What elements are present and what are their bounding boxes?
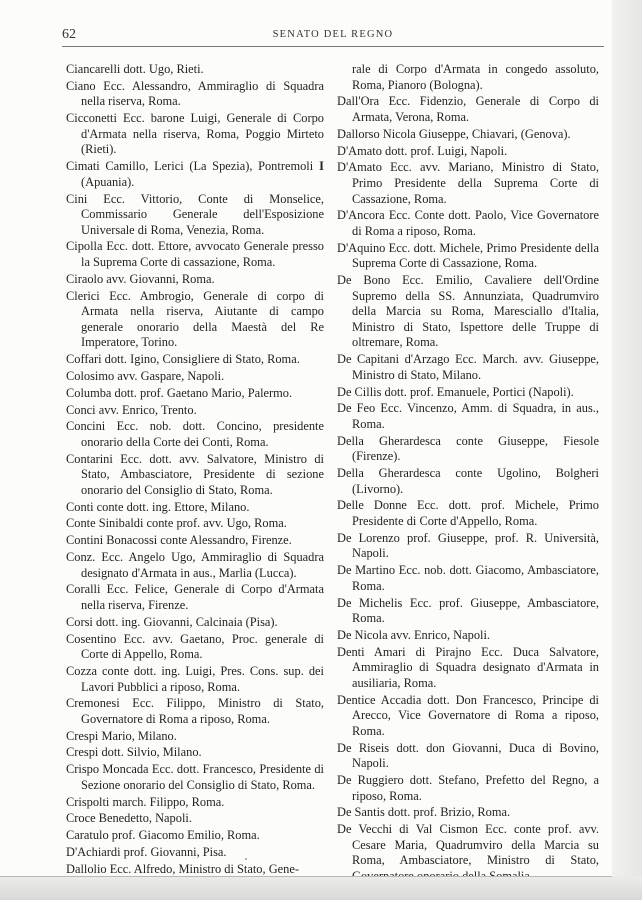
entry-text: Crespi dott. Silvio, Milano. <box>66 745 202 760</box>
index-entry <box>337 596 599 627</box>
index-entry <box>337 144 599 160</box>
entry-text: D'Ancora Ecc. Conte dott. Paolo, Vice Governatore di Roma a riposo, Roma. <box>337 208 599 238</box>
index-entry <box>337 241 599 272</box>
index-entry <box>337 563 599 594</box>
entry-text: De Michelis Ecc. prof. Giuseppe, Ambasciatore, Roma. <box>337 595 599 626</box>
entry-text: Cosentino Ecc. avv. Gaetano, Proc. generale di Corte di Appello, Roma. <box>66 631 324 662</box>
index-entry <box>337 401 599 432</box>
entry-text: De Capitani d'Arzago Ecc. March. avv. Giuseppe, Ministro di Stato, Milano. <box>337 352 599 382</box>
index-entry <box>66 62 324 78</box>
scan-bottom-shadow <box>0 876 642 900</box>
index-entry <box>66 762 324 793</box>
entry-text: Dentice Accadia dott. Don Francesco, Principe di Arecco, Vice Governatore di Roma a riposo, Roma. <box>337 692 599 738</box>
index-entry <box>66 452 324 499</box>
entry-text: Denti Amari di Pirajno Ecc. Duca Salvatore, Ammiraglio di Squadra designato d'Armata in ausiliaria, Roma. <box>337 644 599 690</box>
entry-text: De Feo Ecc. Vincenzo, Amm. di Squadra, in aus., Roma. <box>337 401 599 431</box>
entry-text: De Bono Ecc. Emilio, Cavaliere dell'Ordine Supremo della SS. Annunziata, Quadrumviro della Marcia su Roma, Maresciallo d'Italia, Ministro di Stato, Ispettore delle Truppe di oltremare, Roma. <box>337 273 599 350</box>
entry-text: Columba dott. prof. Gaetano Mario, Palermo. <box>66 385 293 400</box>
entry-text: De Ruggiero dott. Stefano, Prefetto del Regno, a riposo, Roma. <box>337 773 599 803</box>
entry-text: Clerici Ecc. Ambrogio, Generale di corpo di Armata nella riserva, Aiutante di campo generale onorario della Maestà del Re Imperatore, Torino. <box>66 288 324 350</box>
index-entry <box>337 628 599 644</box>
entry-text: Cozza conte dott. ing. Luigi, Pres. Cons. sup. dei Lavori Pubblici a riposo, Roma. <box>66 663 324 694</box>
index-entry <box>66 500 324 516</box>
entry-text: D'Amato dott. prof. Luigi, Napoli. <box>337 143 508 158</box>
entry-text: Ciraolo avv. Giovanni, Roma. <box>66 271 215 286</box>
scan-bottom-edge <box>0 876 612 877</box>
index-entry <box>337 531 599 562</box>
entry-text: Conz. Ecc. Angelo Ugo, Ammiraglio di Squadra designato d'Armata in aus., Marlia (Lucca). <box>66 550 324 580</box>
index-entry <box>337 273 599 351</box>
index-entry <box>66 632 324 663</box>
entry-text: De Cillis dott. prof. Emanuele, Portici (Napoli). <box>337 384 574 399</box>
entry-text: Corsi dott. ing. Giovanni, Calcinaia (Pisa). <box>66 614 278 629</box>
index-entry <box>337 208 599 239</box>
index-entry <box>66 386 324 402</box>
index-entry <box>66 533 324 549</box>
entry-text: Ciano Ecc. Alessandro, Ammiraglio di Squadra nella riserva, Roma. <box>66 78 324 109</box>
page-header <box>62 27 604 45</box>
entry-text: De Lorenzo prof. Giuseppe, prof. R. Università, Napoli. <box>337 530 599 561</box>
index-entry <box>337 693 599 740</box>
index-entry <box>66 516 324 532</box>
entry-text: Crispo Moncada Ecc. dott. Francesco, Presidente di Sezione onorario del Consiglio di Stato, Roma. <box>66 762 324 792</box>
index-entry <box>66 79 324 110</box>
entry-text: D'Aquino Ecc. dott. Michele, Primo Presidente della Suprema Corte di Cassazione, Roma. <box>337 240 599 271</box>
index-entry <box>66 239 324 270</box>
index-entry <box>66 828 324 844</box>
index-entry <box>337 773 599 804</box>
index-entry <box>337 385 599 401</box>
entry-text: Contini Bonacossi conte Alessandro, Firenze. <box>66 533 292 548</box>
entry-text: De Santis dott. prof. Brizio, Roma. <box>337 805 511 820</box>
entry-text: Conti conte dott. ing. Ettore, Milano. <box>66 499 250 514</box>
entry-text: Concini Ecc. nob. dott. Concino, presidente onorario della Corte dei Conti, Roma. <box>66 419 324 449</box>
entry-text: Coralli Ecc. Felice, Generale di Corpo d'Armata nella riserva, Firenze. <box>66 582 324 612</box>
paper-speck <box>245 858 247 860</box>
entry-text: Ciancarelli dott. Ugo, Rieti. <box>66 62 204 76</box>
index-entry <box>66 696 324 727</box>
entry-text: De Vecchi di Val Cismon Ecc. conte prof. avv. Cesare Maria, Quadrumviro della Marcia su Roma, Ambasciatore, Ministro di Stato, <box>337 822 599 868</box>
entry-text: Cremonesi Ecc. Filippo, Ministro di Stato, Governatore di Roma a riposo, Roma. <box>66 696 324 726</box>
entry-text: Delle Donne Ecc. dott. prof. Michele, Primo Presidente di Corte d'Appello, Roma. <box>337 498 599 529</box>
entry-text: Croce Benedetto, Napoli. <box>66 811 192 826</box>
index-entry <box>337 127 599 143</box>
entry-text: Cini Ecc. Vittorio, Conte di Monselice, Commissario Generale dell'Esposizione Universale di Roma, Venezia, Roma. <box>66 191 324 237</box>
left-column <box>66 62 324 879</box>
index-entry <box>66 862 324 878</box>
entry-text: De Nicola avv. Enrico, Napoli. <box>337 627 490 642</box>
index-entry <box>66 159 324 190</box>
entry-text: D'Achiardi prof. Giovanni, Pisa. <box>66 844 227 859</box>
index-entry <box>337 62 599 93</box>
entry-text: Della Gherardesca conte Giuseppe, Fiesole (Firenze). <box>337 433 599 464</box>
index-entry <box>337 434 599 465</box>
index-entry <box>66 403 324 419</box>
index-entry <box>66 289 324 351</box>
index-entry <box>66 664 324 695</box>
index-entry <box>66 272 324 288</box>
index-entry <box>66 192 324 239</box>
entry-text: Dallolio Ecc. Alfredo, Ministro di Stato, Gene- <box>66 861 299 876</box>
facing-page-edge <box>612 0 642 900</box>
entry-text: Cicconetti Ecc. barone Luigi, Generale di Corpo d'Armata nella riserva, Roma, Poggio Mirteto (Rieti). <box>66 111 324 157</box>
entry-text: Caratulo prof. Giacomo Emilio, Roma. <box>66 828 260 843</box>
running-head: SENATO DEL REGNO <box>272 29 394 40</box>
entry-text: Cimati Camillo, Lerici (La Spezia), Pontremoli (Apuania). <box>66 159 314 189</box>
entry-text: Dall'Ora Ecc. Fidenzio, Generale di Corpo di Armata, Verona, Roma. <box>337 94 599 124</box>
entry-text: Crespi Mario, Milano. <box>66 728 177 743</box>
right-column <box>337 62 599 886</box>
entry-text: rale di Corpo d'Armata in congedo assoluto, Roma, Pianoro (Bologna). <box>352 62 599 92</box>
index-entry <box>66 845 324 861</box>
index-entry <box>337 94 599 125</box>
entry-text: Coffari dott. Igino, Consigliere di Stato, Roma. <box>66 352 300 367</box>
entry-text: Contarini Ecc. dott. avv. Salvatore, Ministro di Stato, Ambasciatore, Presidente di sezione onorario del Consiglio di Stato, Roma. <box>66 451 324 497</box>
page-number: 62 <box>62 27 76 42</box>
index-entry <box>337 741 599 772</box>
index-entry <box>337 160 599 207</box>
entry-text: De Martino Ecc. nob. dott. Giacomo, Ambasciatore, Roma. <box>337 563 599 593</box>
entry-text: Della Gherardesca conte Ugolino, Bolgheri (Livorno). <box>337 466 599 496</box>
entry-marker: I <box>319 159 324 174</box>
index-entry <box>66 795 324 811</box>
index-entry <box>66 745 324 761</box>
index-entry <box>66 615 324 631</box>
index-entry <box>337 466 599 497</box>
index-entry <box>337 352 599 383</box>
index-entry <box>66 550 324 581</box>
index-entry <box>66 369 324 385</box>
entry-text: Conte Sinibaldi conte prof. avv. Ugo, Roma. <box>66 516 287 531</box>
header-rule <box>62 46 604 47</box>
index-entry <box>66 419 324 450</box>
index-entry <box>337 498 599 529</box>
entry-text: Colosimo avv. Gaspare, Napoli. <box>66 368 225 383</box>
index-entry <box>66 582 324 613</box>
entry-text: Conci avv. Enrico, Trento. <box>66 402 197 417</box>
index-entry <box>337 805 599 821</box>
index-entry <box>66 111 324 158</box>
index-entry <box>66 811 324 827</box>
entry-text: Crispolti march. Filippo, Roma. <box>66 794 225 809</box>
entry-text: D'Amato Ecc. avv. Mariano, Ministro di Stato, Primo Presidente della Suprema Corte di Cassazione, Roma. <box>337 160 599 206</box>
index-entry <box>337 645 599 692</box>
entry-text: Dallorso Nicola Giuseppe, Chiavari, (Genova). <box>337 126 571 141</box>
index-entry <box>66 729 324 745</box>
entry-text: De Riseis dott. don Giovanni, Duca di Bovino, Napoli. <box>337 740 599 771</box>
index-entry <box>66 352 324 368</box>
entry-text: Cipolla Ecc. dott. Ettore, avvocato Generale presso la Suprema Corte di cassazione, Roma. <box>66 239 324 270</box>
